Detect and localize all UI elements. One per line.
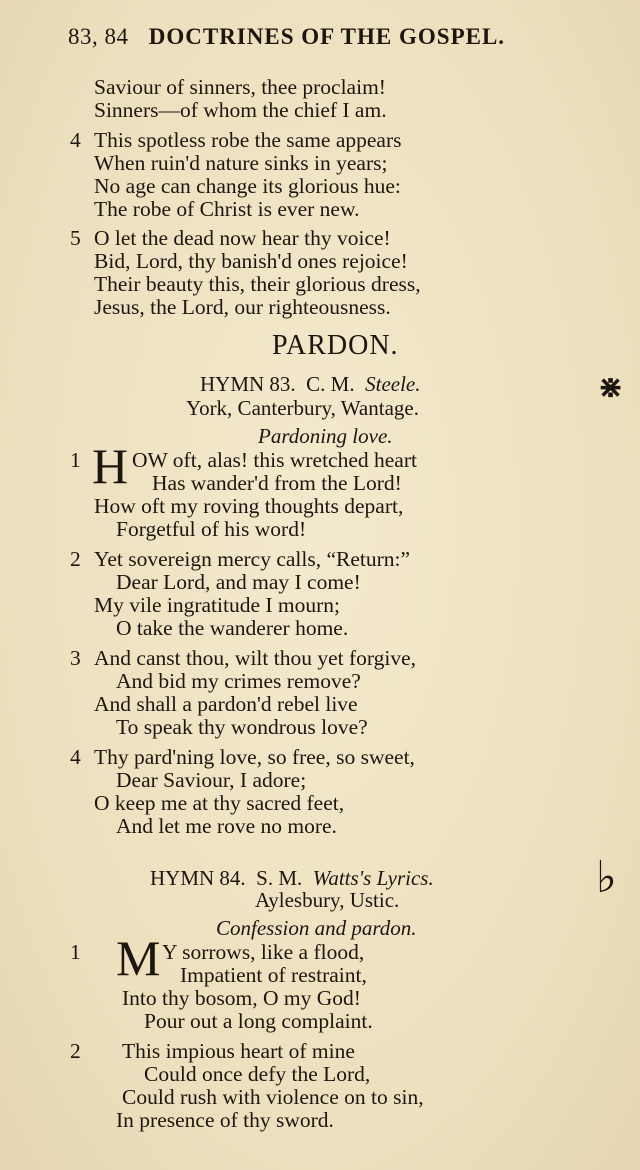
verse-line: When ruin'd nature sinks in years; — [94, 151, 388, 175]
verse-line: Bid, Lord, thy banish'd ones rejoice! — [94, 249, 408, 273]
stanza-number: 2 — [70, 1039, 81, 1063]
stanza-number: 5 — [70, 226, 81, 250]
verse-line: Into thy bosom, O my God! — [122, 986, 361, 1010]
hymn-subject: Pardoning love. — [258, 424, 393, 448]
verse-line: O keep me at thy sacred feet, — [94, 791, 345, 815]
margin-mark-icon: ⋇ — [598, 371, 624, 404]
verse-line: Jesus, the Lord, our righteousness. — [94, 295, 391, 319]
section-title: PARDON. — [272, 330, 399, 361]
verse-line: To speak thy wondrous love? — [116, 715, 368, 739]
flat-sign-icon: ♭ — [596, 853, 617, 902]
verse-line: Y sorrows, like a flood, — [162, 940, 365, 964]
stanza-number: 4 — [70, 745, 81, 769]
verse-line: How oft my roving thoughts depart, — [94, 494, 404, 518]
verse-line: No age can change its glorious hue: — [94, 174, 401, 198]
verse-line: Dear Lord, and may I come! — [116, 570, 361, 594]
verse-line: OW oft, alas! this wretched heart — [132, 448, 417, 472]
verse-line: Pour out a long complaint. — [144, 1009, 373, 1033]
verse-line: This spotless robe the same appears — [94, 128, 402, 152]
verse-line: And shall a pardon'd rebel live — [94, 692, 358, 716]
stanza-number: 1 — [70, 940, 81, 964]
hymn-label: HYMN 83. — [200, 372, 296, 396]
stanza-number: 4 — [70, 128, 81, 152]
stanza-number: 1 — [70, 448, 81, 472]
verse-line: Impatient of restraint, — [180, 963, 367, 987]
running-header — [68, 24, 568, 50]
verse-line: And canst thou, wilt thou yet forgive, — [94, 646, 417, 670]
drop-cap: H — [92, 438, 129, 494]
verse-line: Forgetful of his word! — [116, 517, 307, 541]
verse-line: Has wander'd from the Lord! — [152, 471, 402, 495]
verse-line: Could once defy the Lord, — [144, 1062, 371, 1086]
hymn-meter: C. M. — [306, 372, 355, 396]
verse-line: My vile ingratitude I mourn; — [94, 593, 341, 617]
page-numbers: 83, 84 — [68, 24, 129, 49]
hymn-author: Watts's Lyrics. — [312, 866, 434, 890]
tune-names: York, Canterbury, Wantage. — [186, 396, 419, 420]
verse-line: Thy pard'ning love, so free, so sweet, — [94, 745, 415, 769]
running-title: DOCTRINES OF THE GOSPEL. — [148, 24, 506, 49]
verse-line: The robe of Christ is ever new. — [94, 197, 360, 221]
verse-line: Their beauty this, their glorious dress, — [94, 272, 421, 296]
hymn-heading — [200, 372, 421, 397]
tune-names: Aylesbury, Ustic. — [255, 888, 400, 912]
verse-line: And let me rove no more. — [116, 814, 337, 838]
verse-line: O let the dead now hear thy voice! — [94, 226, 391, 250]
stanza-number: 2 — [70, 547, 81, 571]
verse-line: Saviour of sinners, thee proclaim! — [94, 75, 386, 99]
verse-line: In presence of thy sword. — [116, 1108, 334, 1132]
verse-line: Could rush with violence on to sin, — [122, 1085, 424, 1109]
verse-line: And bid my crimes remove? — [116, 669, 361, 693]
drop-cap: M — [116, 930, 161, 986]
verse-line: O take the wanderer home. — [116, 616, 349, 640]
verse-line: Dear Saviour, I adore; — [116, 768, 307, 792]
hymn-meter: S. M. — [256, 866, 303, 890]
stanza-number: 3 — [70, 646, 81, 670]
hymn-author: Steele. — [365, 372, 421, 396]
hymn-label: HYMN 84. — [150, 866, 246, 890]
hymn-subject: Confession and pardon. — [216, 916, 417, 940]
verse-line: Sinners—of whom the chief I am. — [94, 98, 387, 122]
verse-line: This impious heart of mine — [122, 1039, 355, 1063]
verse-line: Yet sovereign mercy calls, “Return:” — [94, 547, 411, 571]
